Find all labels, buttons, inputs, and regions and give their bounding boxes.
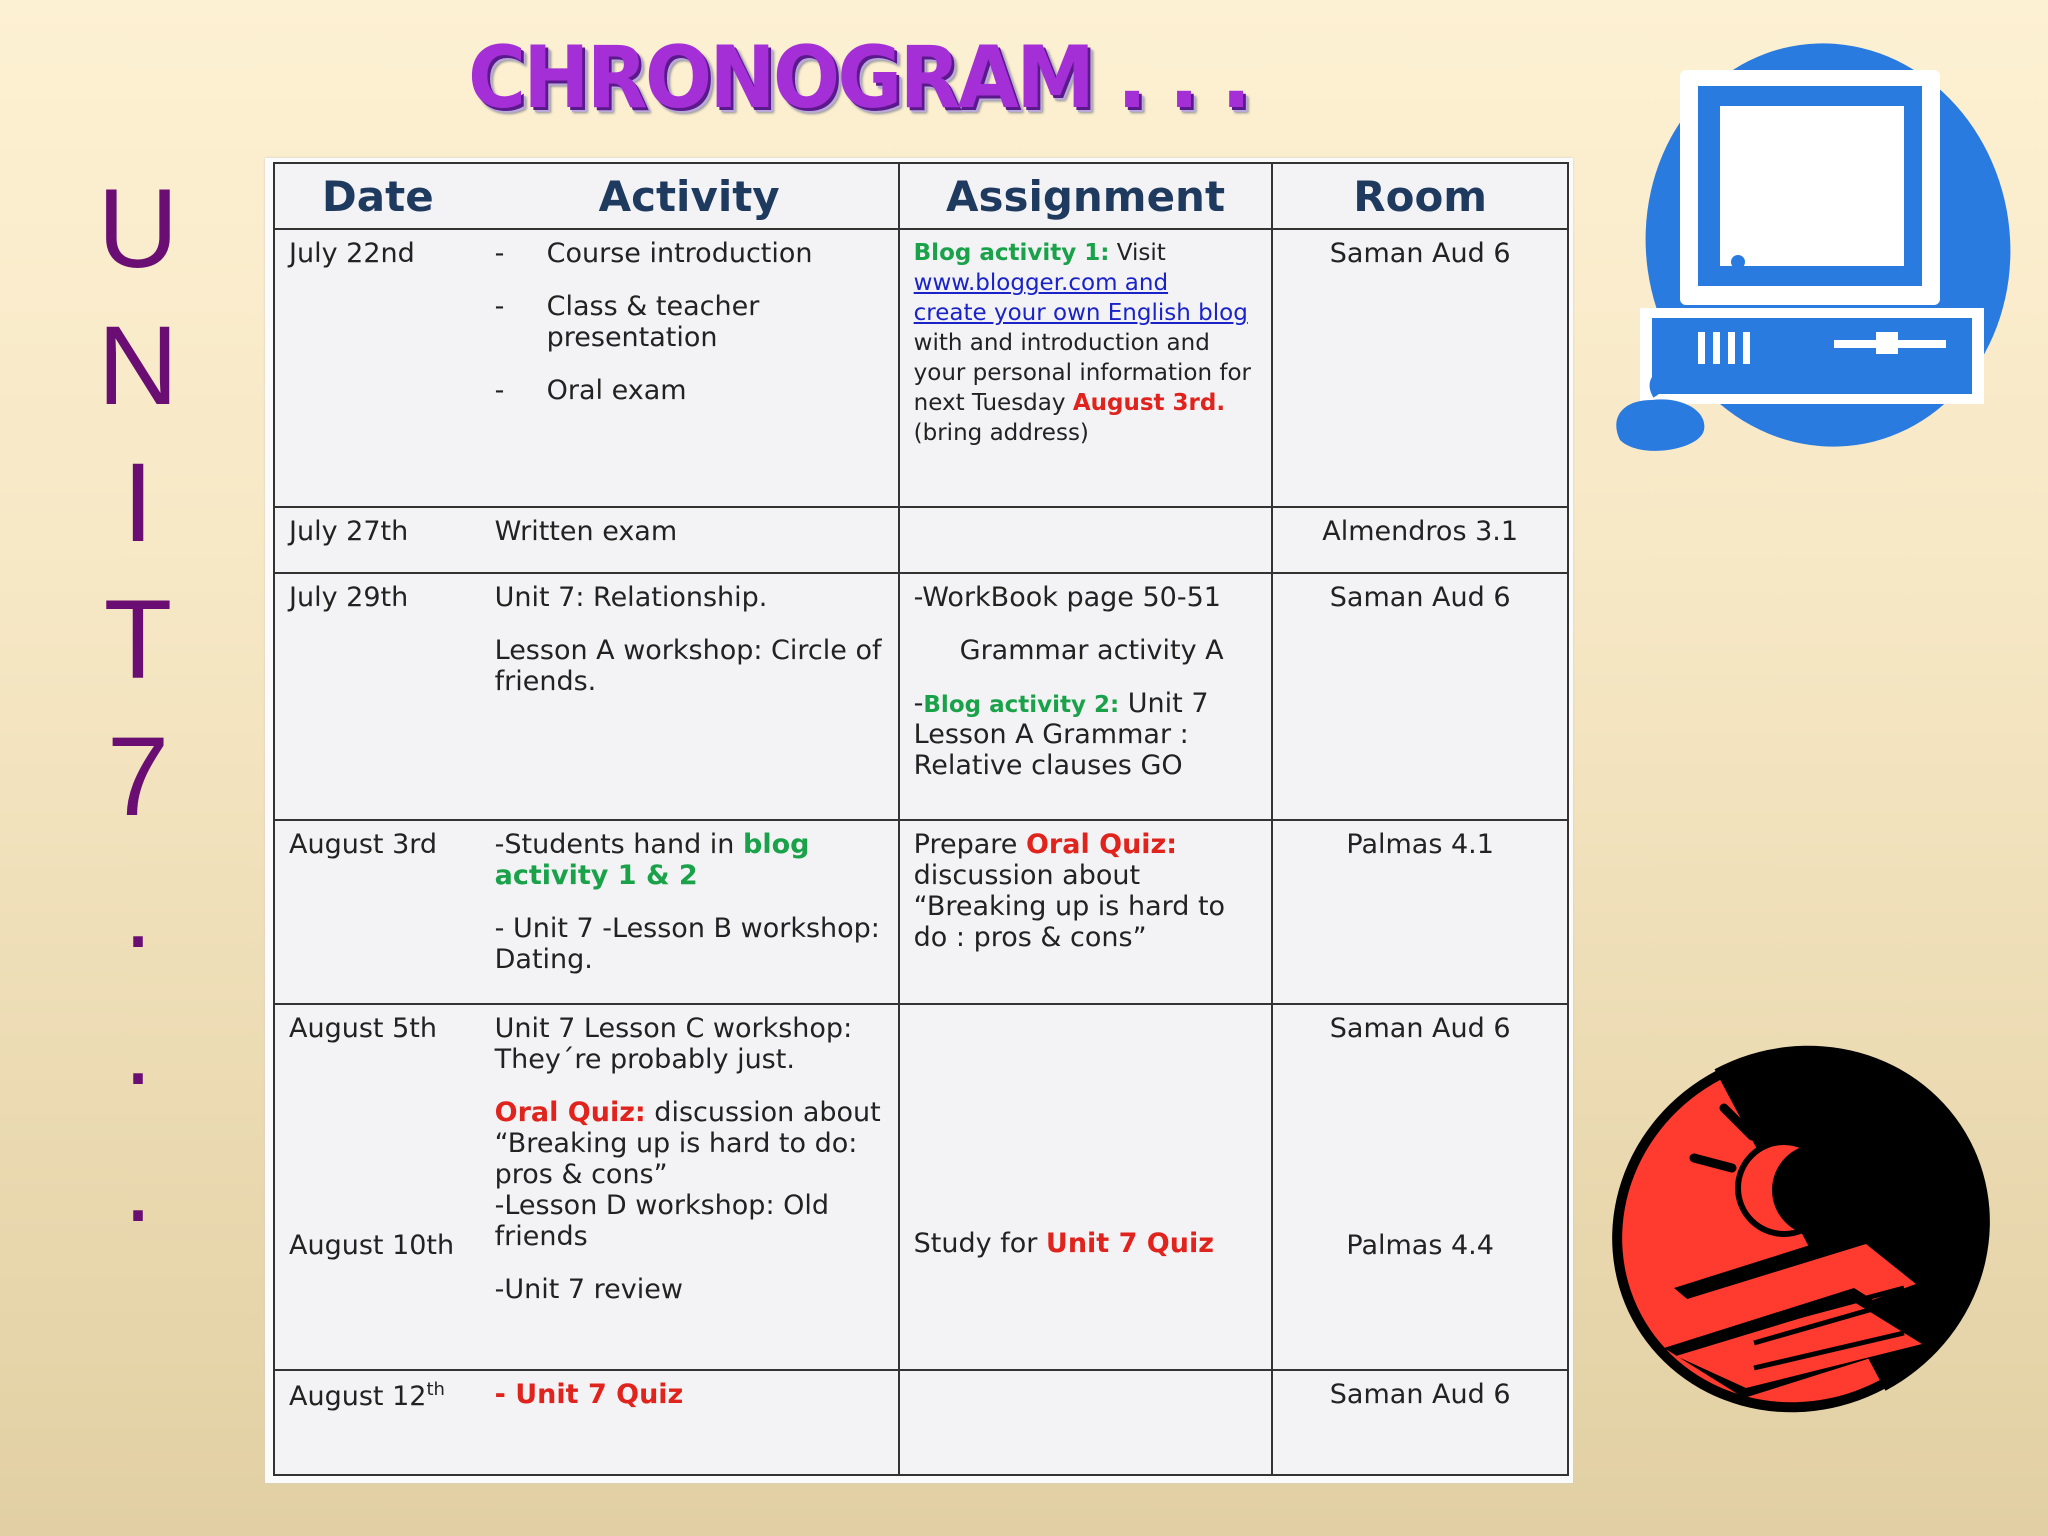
row-room: Saman Aud 6 [1272, 229, 1568, 507]
blogger-link[interactable]: www.blogger.com and [913, 270, 1169, 297]
quiz-label: Unit 7 Quiz [1045, 1228, 1214, 1260]
activity-item: Course introduction [546, 238, 813, 270]
side-title-char: U [97, 166, 179, 291]
row-activity: Written exam [481, 507, 899, 573]
row-assignment [899, 1004, 1273, 1370]
activity-text: discussion about “Breaking up is hard to do: pros & cons” [494, 1097, 881, 1191]
row-assignment [899, 820, 1273, 1004]
table-row [274, 1370, 1568, 1475]
activity-text: -Students hand in [494, 828, 743, 860]
side-title-char: . [124, 1131, 152, 1243]
computer-icon [1600, 40, 2012, 455]
side-title-char: T [103, 577, 173, 702]
assignment-item: -WorkBook page 50-51 [913, 582, 1221, 614]
table-header-row [274, 163, 1568, 229]
date-suffix: th [426, 1379, 445, 1401]
room-item: Palmas 4.4 [1346, 1230, 1494, 1262]
assignment-item: Grammar activity A [959, 635, 1224, 667]
row-date [274, 1004, 481, 1370]
row-date: July 29th [274, 573, 481, 820]
activity-item: - Unit 7 -Lesson B workshop: Dating. [494, 912, 880, 975]
date-item: August 10th [289, 1230, 455, 1262]
schedule-table [273, 162, 1569, 1476]
activity-item: Lesson A workshop: Circle of friends. [494, 635, 882, 698]
row-assignment [899, 507, 1273, 573]
table-row [274, 820, 1568, 1004]
assignment-text: Prepare [913, 828, 1026, 860]
assignment-text: Visit [1109, 240, 1166, 267]
row-room: Almendros 3.1 [1272, 507, 1568, 573]
assignment-text: (bring address) [913, 420, 1089, 447]
unit-vertical-title [88, 160, 188, 1256]
table-row [274, 229, 1568, 507]
assignment-text: with and introduction and your personal information for next Tuesday [913, 330, 1251, 417]
oral-quiz-label: Oral Quiz: [1025, 828, 1178, 860]
blog-activity-label: Blog activity 2: [923, 692, 1120, 719]
row-room: Saman Aud 6 [1272, 573, 1568, 820]
table-row [274, 573, 1568, 820]
books-apple-icon [1604, 1038, 1996, 1422]
header-room: Room [1272, 163, 1568, 229]
row-room: Saman Aud 6 [1272, 1370, 1568, 1475]
side-title-char: . [124, 994, 152, 1106]
row-date: July 22nd [274, 229, 481, 507]
row-activity: - Course introduction - Class & teacher presentation - Oral exam [481, 229, 899, 507]
schedule-table-container [265, 158, 1573, 1483]
activity-item: Unit 7: Relationship. [494, 582, 768, 614]
activity-item: -Lesson D workshop: Old friends [494, 1190, 830, 1253]
row-activity [481, 1370, 899, 1475]
create-blog-link[interactable]: create your own English blog [913, 300, 1248, 327]
row-date: July 27th [274, 507, 481, 573]
assignment-text: - [913, 688, 924, 720]
table-row [274, 1004, 1568, 1370]
activity-item: Unit 7 Lesson C workshop: They´re probably just. [494, 1013, 853, 1076]
row-room: Palmas 4.1 [1272, 820, 1568, 1004]
due-date: August 3rd. [1072, 390, 1226, 417]
side-title-char: . [124, 857, 152, 969]
row-activity [481, 1004, 899, 1370]
activity-item: Oral exam [546, 375, 687, 407]
date-item: August 12 [289, 1381, 427, 1413]
activity-item: -Unit 7 review [494, 1274, 683, 1306]
assignment-text: Unit 7 Lesson A Grammar : Relative clauses GO [913, 688, 1209, 782]
row-date [274, 1370, 481, 1475]
row-date: August 3rd [274, 820, 481, 1004]
oral-quiz-label: Oral Quiz: [494, 1097, 646, 1129]
quiz-label: - Unit 7 Quiz [494, 1379, 684, 1411]
side-title-char: 7 [106, 714, 170, 839]
page-title: CHRONOGRAM . . . [468, 28, 1249, 128]
header-assignment: Assignment [899, 163, 1273, 229]
blog-activity-label: Blog activity 1: [913, 240, 1110, 267]
table-row [274, 507, 1568, 573]
header-date: Date [274, 163, 481, 229]
row-activity [481, 573, 899, 820]
side-title-char: I [122, 440, 154, 565]
assignment-text: Study for [913, 1228, 1046, 1260]
activity-item: Class & teacher presentation [546, 291, 760, 354]
blog-activity-label: blog activity 1 & 2 [494, 828, 810, 891]
row-assignment [899, 1370, 1273, 1475]
row-activity [481, 820, 899, 1004]
row-room [1272, 1004, 1568, 1370]
row-assignment [899, 573, 1273, 820]
assignment-text: discussion about “Breaking up is hard to do : pros & cons” [913, 859, 1226, 953]
room-item: Saman Aud 6 [1329, 1013, 1511, 1045]
date-item: August 5th [289, 1013, 437, 1045]
header-activity: Activity [481, 163, 899, 229]
side-title-char: N [97, 303, 179, 428]
row-assignment [899, 229, 1273, 507]
